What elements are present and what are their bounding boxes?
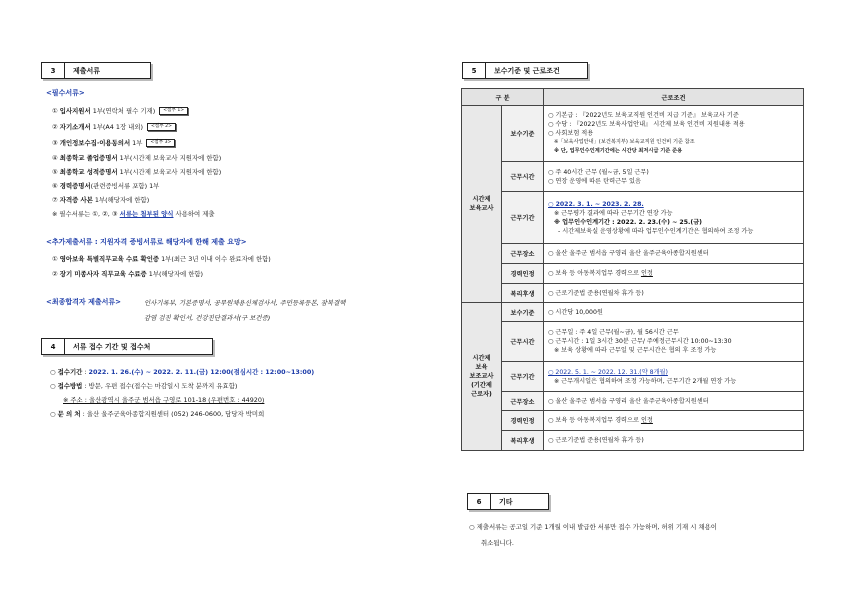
row-label: 근무장소 [502,392,544,411]
application-method: ○ 접수방법 : 방문, 우편 접수(접수는 마감일시 도착 분까지 유효함) [50,382,238,390]
section-5-header [462,62,588,79]
header-group: 구 분 [462,89,544,106]
section-6-header [467,493,549,510]
work-period-cell: ○ 2022. 3. 1. ~ 2023. 2. 28. ※ 근무평가 결과에 따라 근무기간 연장 가능 ※ 업무인수인계기간 : 2022. 2. 23.(수) ~ 25.(금) - 시간제보육실 운영상황에 따라 업무인수인계기간은 협의하여 조정 가능 [544,192,804,244]
required-doc-item: ⑤ 최종학교 성적증명서 1부(시간제 보육교사 지원자에 한함) [52,168,222,176]
attachment-tag: <첨부 2> [147,123,176,131]
row-label: 보수기준 [502,303,544,322]
attachment-tag: <첨부 3> [146,139,175,147]
work-hours-cell: ○ 근무일 : 주 4일 근무(월~금), 월 56시간 근무 ○ 근무시간 : 1일 3시간 30분 근무/ 주예정근무시간 10:00~13:30 ※ 보육 상황에 따라 근무일 및 근무시간은 협의 후 조정 가능 [544,322,804,362]
application-period: ○ 접수기간 : 2022. 1. 26.(수) ~ 2022. 2. 11.(금) 12:00(점심시간 : 12:00~13:00) [50,368,315,376]
work-hours-cell: ○ 주 40시간 근무 (월~금, 5일 근무) ○ 연장 운영에 따른 탄력근무 있음 [544,162,804,192]
final-docs-title: <최종합격자 제출서류> [46,298,122,306]
additional-doc-item: ② 장기 미종사자 직무교육 수료증 1부(해당자에 한함) [52,270,204,278]
required-doc-item: ⑥ 경력증명서(관련증빙서류 포함) 1부 [52,182,160,190]
section-3-header [41,62,151,79]
pay-standard-cell: ○ 기본급 : 『2022년도 보육교직원 인건비 지급 기준』 보육교사 기준 ○ 수당 : 『2022년도 보육사업안내』 시간제 보육 인건비 지원내용 적용 ○ 사회보험 적용 ※「보육사업안내」(보건복지부) 보육교직원 인건비 기준 참조 ※ 단, 업무인수인계기간에는 시간당 최저시급 기준 준용 [544,106,804,162]
career-cell: ○ 보육 등 아동복지업무 경력으로 인정 [544,264,804,284]
row-label: 근무장소 [502,244,544,264]
header-conditions: 근로조건 [544,89,804,106]
welfare-cell: ○ 근로기준법 준용(연월차 휴가 등) [544,431,804,451]
final-docs-line: 인사기록부, 기본증명서, 공무원채용신체검사서, 주민등록등본, 잠복결핵 [144,299,346,307]
application-contact: ○ 문 의 처 : 울산 울주군육아종합지원센터 (052) 246-0600, 담당자 박미희 [50,410,265,418]
attachment-tag: <첨부 1> [159,107,188,115]
section-title: 서류 접수 기간 및 접수처 [73,342,151,351]
etc-text: 취소됩니다. [481,539,514,547]
row-label: 근무시간 [502,162,544,192]
section-number: 5 [463,63,486,78]
section-title: 기타 [499,497,513,506]
required-doc-item: ② 자기소개서 1부(A4 1장 내외) <첨부 2> [52,122,176,131]
required-doc-item: ④ 최종학교 졸업증명서 1부(시간제 보육교사 지원자에 한함) [52,154,222,162]
work-place-cell: ○ 울산 울주군 범서읍 구영리 울산 울주군육아종합지원센터 [544,244,804,264]
work-period-cell: ○ 2022. 5. 1. ~ 2022. 12. 31.(약 8개월) ※ 근무개시일은 협의하여 조정 가능하며, 근무기간 2개월 연장 가능 [544,362,804,392]
required-doc-item: ① 입사지원서 1부(연락처 필수 기재) <첨부 1> [52,106,188,115]
career-cell: ○ 보육 등 아동복지업무 경력으로 인정 [544,411,804,431]
pay-conditions-table [461,88,804,451]
additional-doc-item: ① 영아보육 특별직무교육 수료 확인증 1부(최근 3년 이내 이수 완료자에 한함) [52,255,271,263]
section-4-header [41,338,213,355]
row-label: 경력인정 [502,411,544,431]
welfare-cell: ○ 근로기준법 준용(연월차 휴가 등) [544,284,804,303]
work-place-cell: ○ 울산 울주군 범서읍 구영리 울산 울주군육아종합지원센터 [544,392,804,411]
final-docs-line: 감염 검진 확인서, 건강진단결과서(구 보건증) [144,314,271,322]
row-label: 근무기간 [502,192,544,244]
pay-standard-cell: ○ 시간당 10,000원 [544,303,804,322]
etc-text: ○ 제출서류는 공고일 기준 1개월 이내 발급한 서류만 접수 가능하며, 허위 기재 시 채용이 [469,523,717,531]
row-label: 보수기준 [502,106,544,162]
group-part-time-teacher: 시간제 보육교사 [462,106,502,303]
required-docs-note: ※ 필수서류는 ①, ②, ③ 서류는 첨부된 양식 사용하여 제출 [52,210,215,218]
required-doc-item: ⑦ 자격증 사본 1부(해당자에 한함) [52,196,150,204]
section-number: 6 [468,494,491,509]
row-label: 근무기간 [502,362,544,392]
additional-docs-title: <추가제출서류 : 지원자격 증빙서류로 해당자에 한해 제출 요망> [46,238,247,246]
section-number: 3 [42,63,65,78]
section-number: 4 [42,339,65,354]
required-doc-item: ③ 개인정보수집·이용동의서 1부 <첨부 3> [52,138,175,147]
required-docs-title: <필수서류> [46,89,85,97]
group-part-time-assistant: 시간제 보육 보조교사 (기간제 근로자) [462,303,502,451]
row-label: 복리후생 [502,284,544,303]
section-title: 제출서류 [73,66,101,75]
row-label: 경력인정 [502,264,544,284]
row-label: 복리후생 [502,431,544,451]
application-address: ※ 주소 : 울산광역시 울주군 범서읍 구영로 101-18 (우편번호 : 44920) [63,396,265,404]
row-label: 근무시간 [502,322,544,362]
section-title: 보수기준 및 근로조건 [494,66,560,75]
